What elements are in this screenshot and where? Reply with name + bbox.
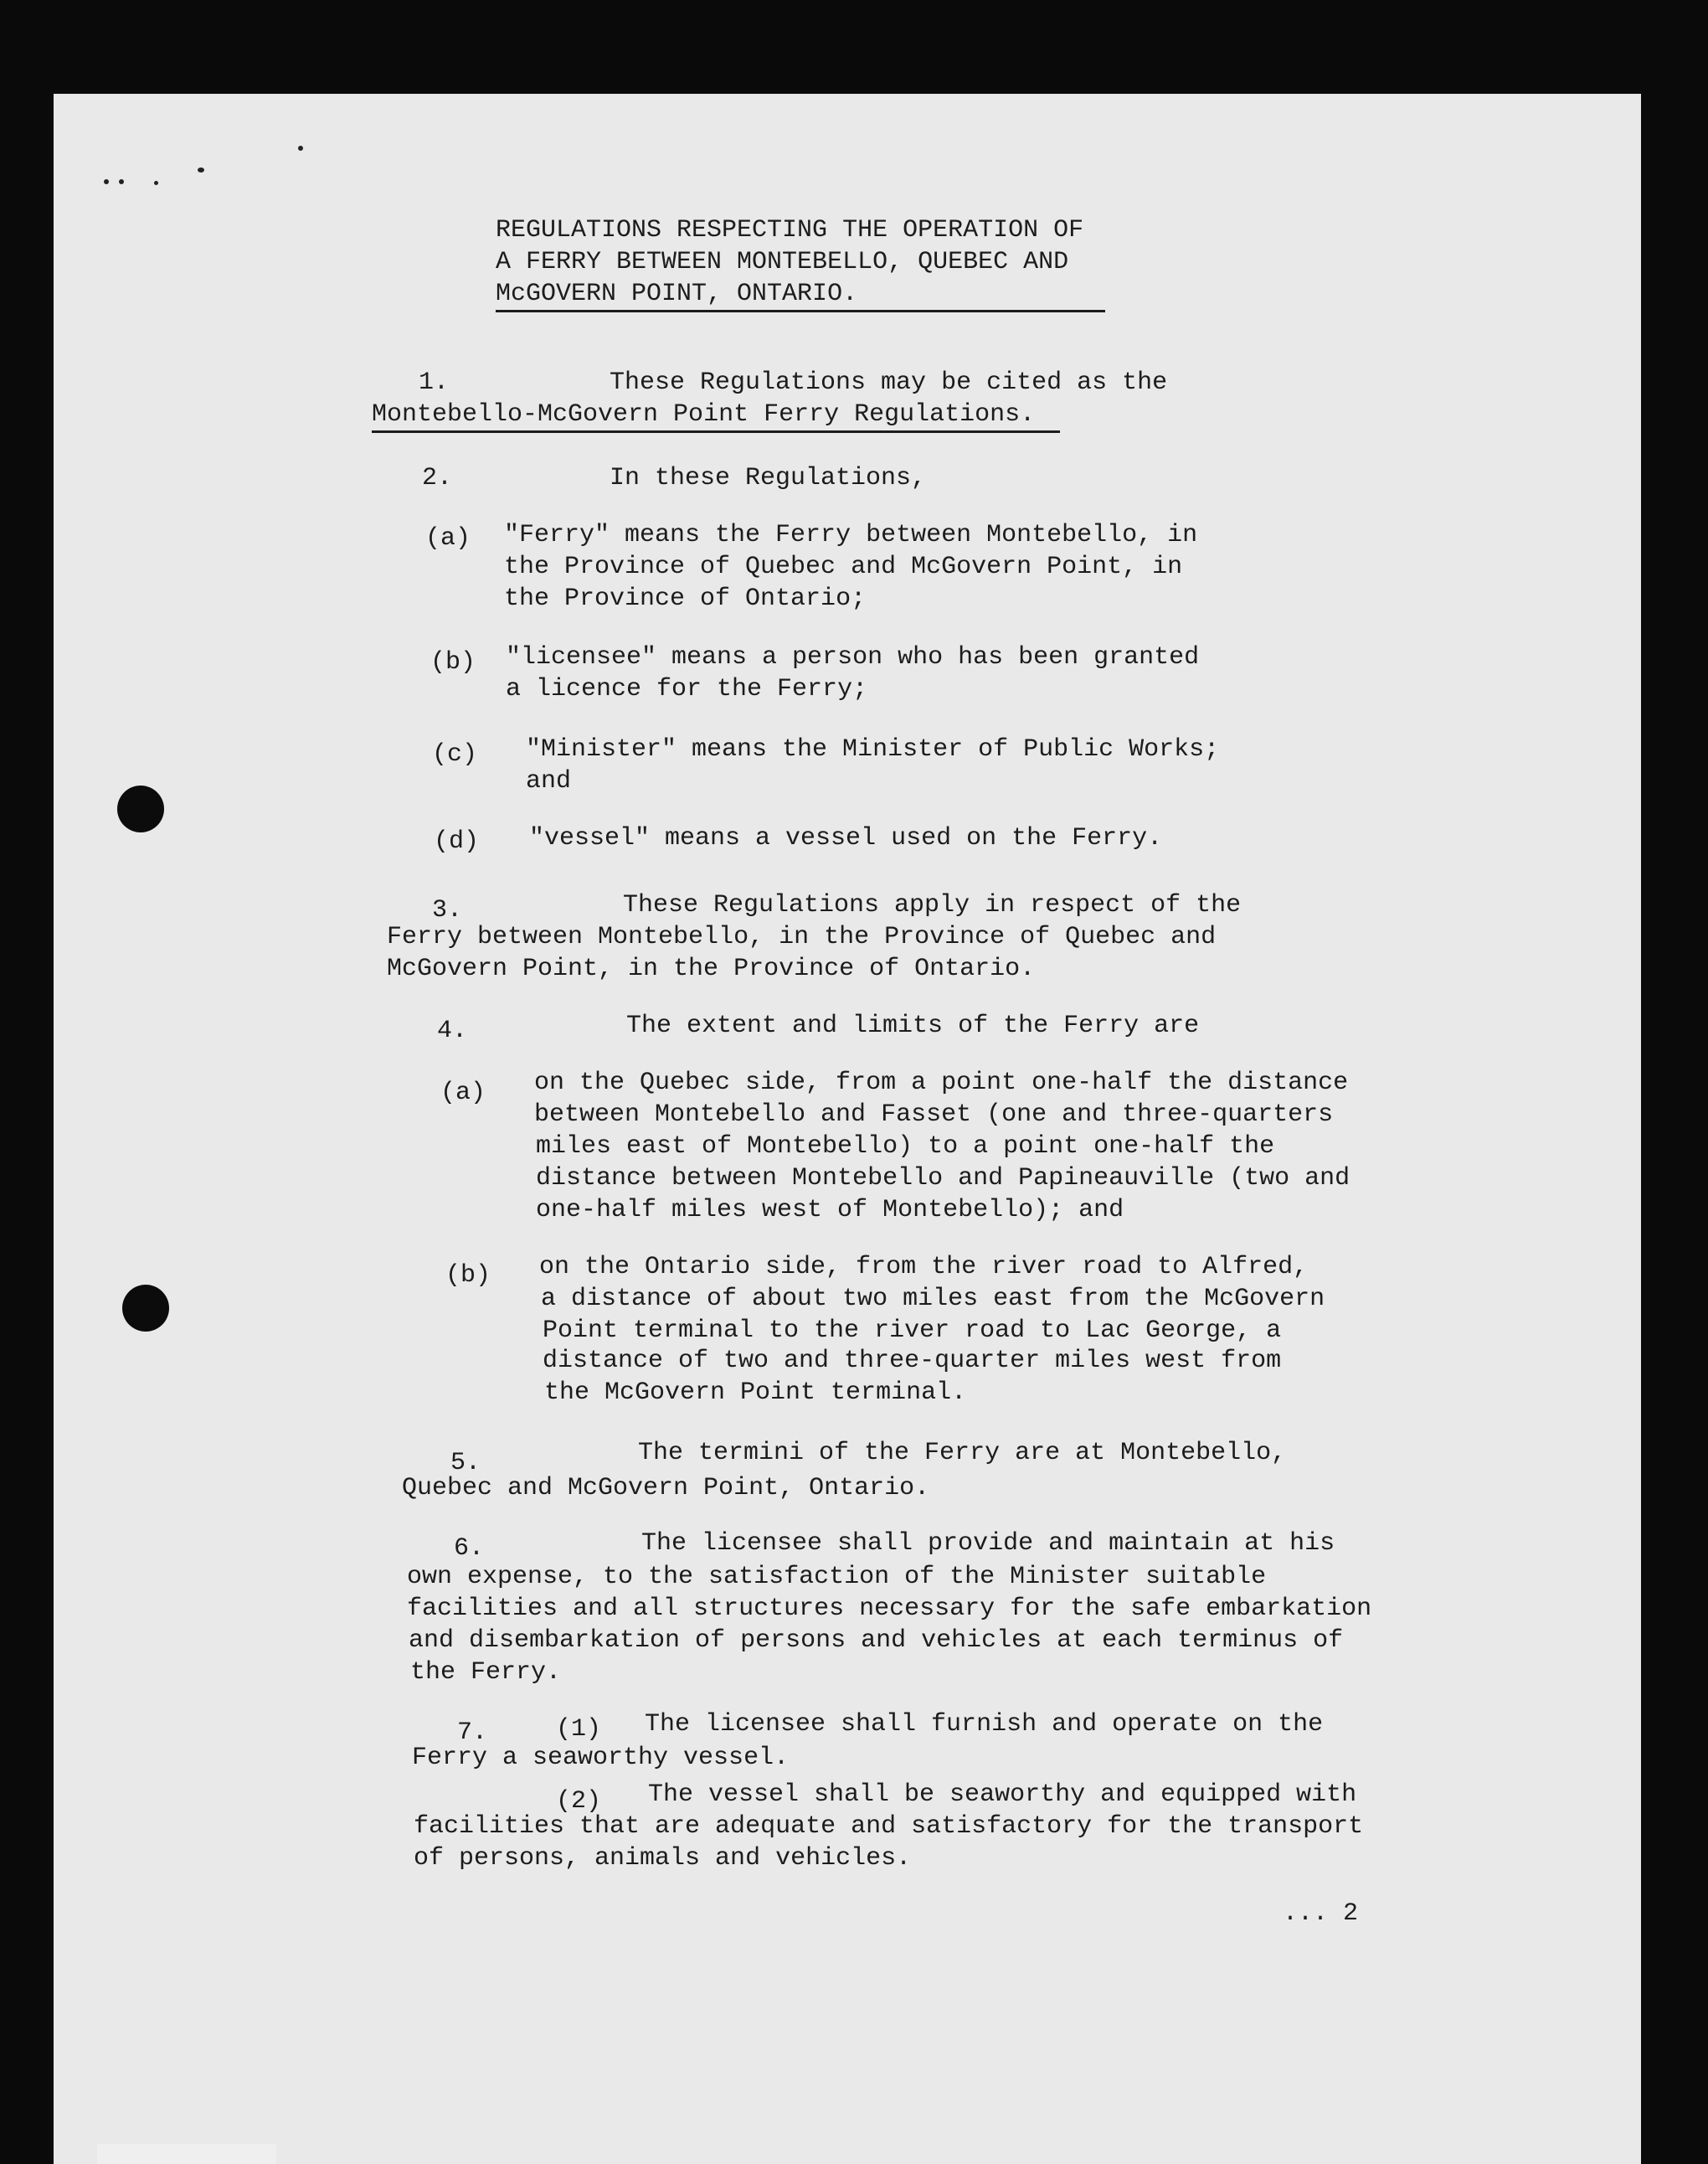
section-3-number: 3.: [432, 896, 463, 925]
definition-a-line-3: the Province of Ontario;: [504, 585, 867, 613]
limits-a-line-1: on the Quebec side, from a point one-half the distance: [534, 1069, 1349, 1097]
definition-c-label: (c): [432, 740, 478, 769]
section-6-line-1: The licensee shall provide and maintain at his: [641, 1529, 1335, 1558]
definition-d-line-1: "vessel" means a vessel used on the Ferry.: [529, 824, 1163, 853]
definition-a-label: (a): [425, 524, 471, 553]
definition-a-line-2: the Province of Quebec and McGovern Point, in: [504, 553, 1183, 581]
limits-b-line-1: on the Ontario side, from the river road to Alfred,: [539, 1253, 1309, 1281]
section-6-line-2: own expense, to the satisfaction of the Minister suitable: [407, 1563, 1267, 1591]
definition-b-line-1: "licensee" means a person who has been granted: [506, 643, 1200, 672]
section-6-number: 6.: [454, 1534, 485, 1563]
section-6-line-5: the Ferry.: [410, 1658, 562, 1687]
section-3-line-2: Ferry between Montebello, in the Province of Quebec and: [387, 923, 1217, 951]
limits-a-label: (a): [440, 1079, 486, 1107]
section-1-line-1: These Regulations may be cited as the: [610, 368, 1168, 397]
punch-hole-top: [117, 786, 164, 832]
limits-a-line-2: between Montebello and Fasset (one and three-quarters: [534, 1100, 1334, 1129]
section-7-line-2: Ferry a seaworthy vessel.: [412, 1744, 790, 1772]
section-3-line-3: McGovern Point, in the Province of Ontario.: [387, 955, 1036, 983]
section-2-number: 2.: [422, 464, 453, 492]
speck: [198, 167, 204, 173]
speck: [104, 179, 109, 184]
limits-b-line-4: distance of two and three-quarter miles west from: [543, 1347, 1282, 1375]
definition-d-label: (d): [434, 827, 480, 856]
definition-b-label: (b): [430, 648, 476, 677]
section-7-line-4: facilities that are adequate and satisfactory for the transport: [414, 1812, 1364, 1841]
title-line-3: McGOVERN POINT, ONTARIO.: [496, 278, 1105, 312]
punch-hole-bottom: [122, 1285, 169, 1332]
limits-a-line-5: one-half miles west of Montebello); and: [536, 1196, 1124, 1224]
section-7-sub-2-label: (2): [556, 1787, 602, 1816]
speck: [154, 181, 158, 185]
definition-b-line-2: a licence for the Ferry;: [506, 675, 868, 703]
section-1-short-title: Montebello-McGovern Point Ferry Regulations.: [372, 399, 1060, 433]
section-7-line-5: of persons, animals and vehicles.: [414, 1844, 912, 1873]
section-5-number: 5.: [450, 1449, 481, 1477]
section-6-line-4: and disembarkation of persons and vehicles at each terminus of: [409, 1626, 1344, 1655]
limits-b-line-3: Point terminal to the river road to Lac George, a: [543, 1316, 1282, 1345]
page-continuation-marker: ... 2: [1283, 1899, 1359, 1928]
title-line-1: REGULATIONS RESPECTING THE OPERATION OF: [496, 216, 1084, 245]
speck: [119, 179, 124, 184]
section-7-sub-1-label: (1): [556, 1715, 602, 1744]
section-7-line-3: The vessel shall be seaworthy and equipped with: [648, 1780, 1357, 1809]
section-4-number: 4.: [437, 1017, 468, 1045]
speck: [298, 146, 303, 151]
section-4-line-1: The extent and limits of the Ferry are: [626, 1012, 1200, 1040]
definition-a-line-1: "Ferry" means the Ferry between Montebello, in: [504, 521, 1198, 549]
section-1-number: 1.: [419, 368, 450, 397]
limits-a-line-3: miles east of Montebello) to a point one-half the: [536, 1132, 1275, 1161]
section-3-line-1: These Regulations apply in respect of the: [623, 891, 1242, 920]
definition-c-line-2: and: [526, 767, 572, 796]
limits-b-line-5: the McGovern Point terminal.: [544, 1378, 967, 1407]
limits-a-line-4: distance between Montebello and Papineauville (two and: [536, 1164, 1350, 1193]
section-6-line-3: facilities and all structures necessary for the safe embarkation: [407, 1595, 1372, 1623]
title-line-2: A FERRY BETWEEN MONTEBELLO, QUEBEC AND: [496, 248, 1069, 276]
limits-b-label: (b): [445, 1261, 491, 1290]
section-5-line-1: The termini of the Ferry are at Montebello,: [638, 1439, 1287, 1467]
section-2-line-1: In these Regulations,: [610, 464, 927, 492]
archive-label-strip: [97, 2144, 276, 2164]
section-5-line-2: Quebec and McGovern Point, Ontario.: [402, 1474, 930, 1502]
definition-c-line-1: "Minister" means the Minister of Public Works;: [526, 735, 1220, 764]
limits-b-line-2: a distance of about two miles east from the McGovern: [541, 1285, 1325, 1313]
section-7-number: 7.: [457, 1718, 488, 1747]
section-7-line-1: The licensee shall furnish and operate on the: [645, 1710, 1324, 1739]
